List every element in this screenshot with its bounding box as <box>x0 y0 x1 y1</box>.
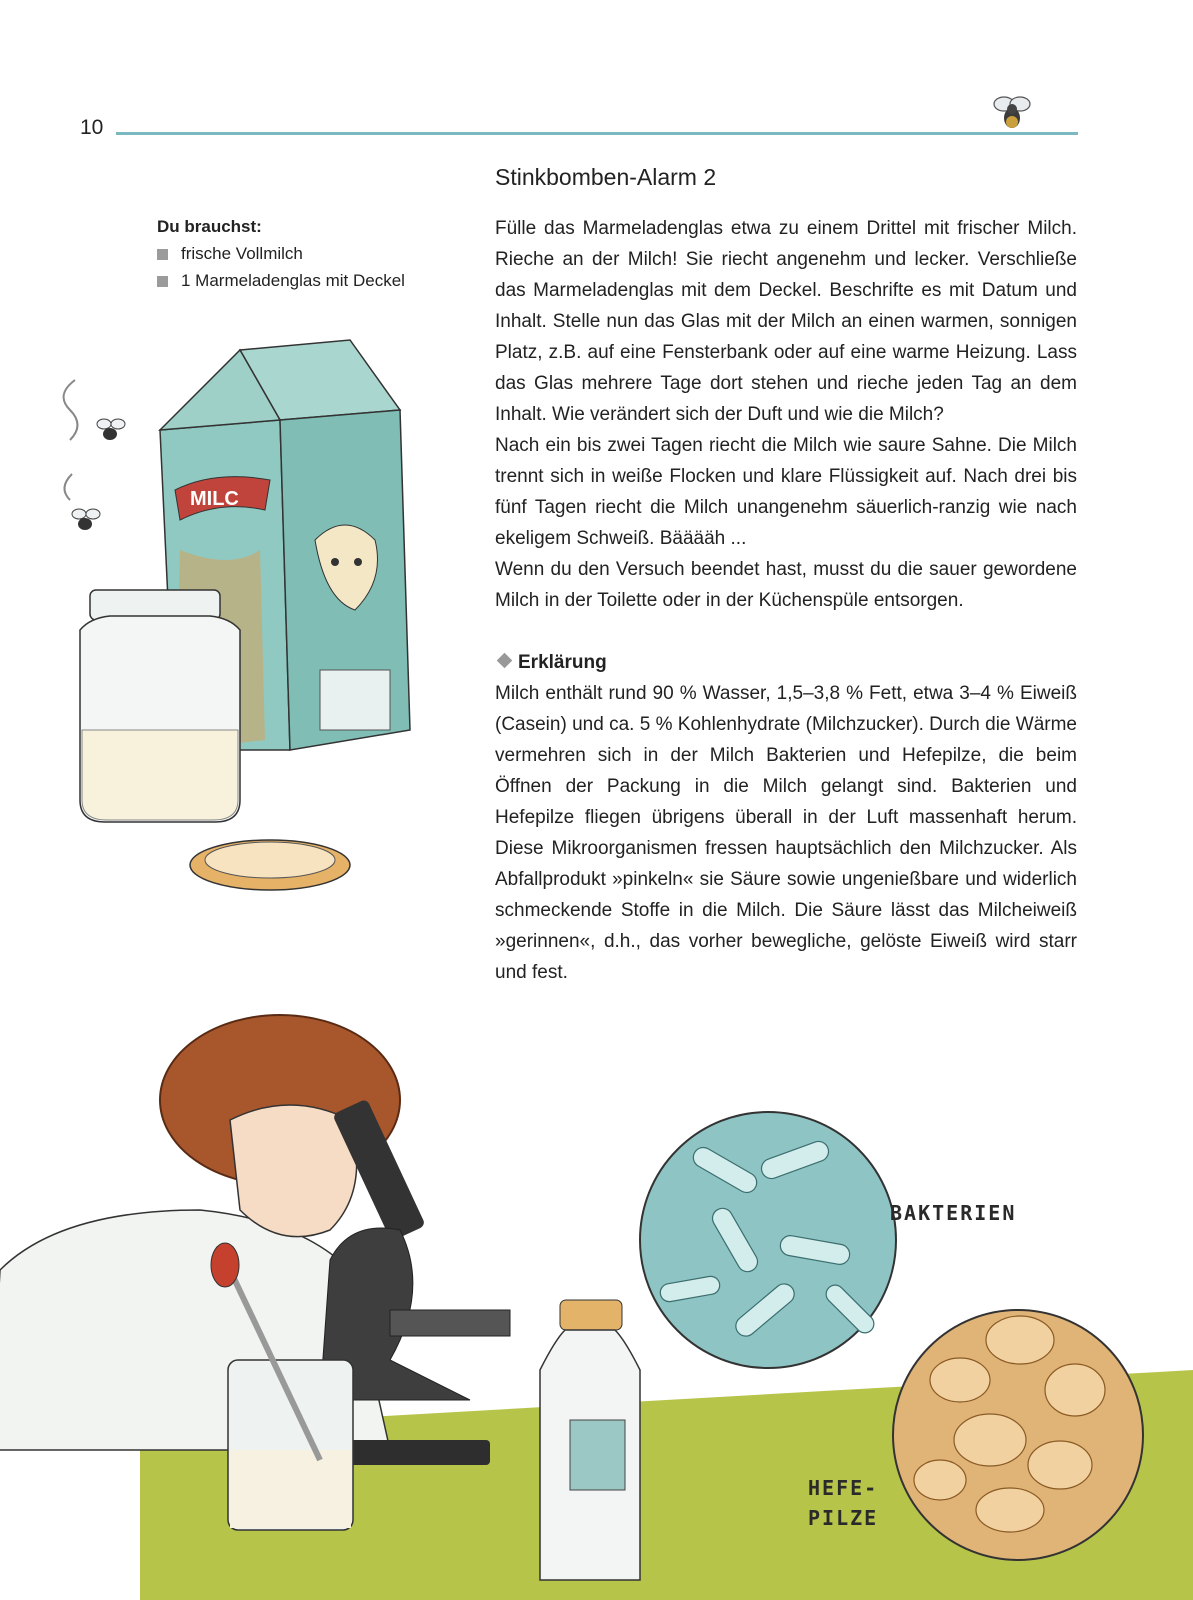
paragraph: Nach ein bis zwei Tagen riecht die Milch wie saure Sahne. Die Milch trennt sich in weiße Flocken und klare Flüssigkeit auf. Nach drei bis fünf Tagen riecht die Milch unangenehm säuerlich-ranzig wie nach ekeligem Schweiß. Bääääh ... <box>495 435 1077 549</box>
yeast-label-line1: HEFE- <box>808 1476 879 1500</box>
article-title: Stinkbomben-Alarm 2 <box>495 164 717 190</box>
square-bullet-icon <box>157 276 168 287</box>
explanation-heading: Erklärung <box>495 647 1077 678</box>
fly-icon <box>990 92 1034 136</box>
milk-bottle <box>540 1300 640 1580</box>
explanation-text: Milch enthält rund 90 % Wasser, 1,5–3,8 % Fett, etwa 3–4 % Eiweiß (Casein) und ca. 5 % Kohlenhydrate (Milchzucker). Durch die Wärme vermehren sich in der Milch Bakterien und Hefepilze, die beim Öffnen der Packung in die Milch gelangt sind. Bakterien und Hefepilze fliegen übrigens überall in der Luft massenhaft herum. Diese Mikroorganismen fressen hauptsächlich den Milchzucker. Als Abfallprodukt »pinkeln« sie Säure sowie ungenießbare und widerlich schmeckende Stoffe in die Milch. Die Säure lässt das Milcheiweiß »gerinnen«, d.h., das vorher bewegliche, gelöste Eiweiß wird starr und fest. <box>495 683 1077 983</box>
fly-icon <box>72 509 100 530</box>
diamond-bullet-icon <box>497 653 513 669</box>
header-rule <box>116 132 1078 135</box>
list-item: 1 Marmeladenglas mit Deckel <box>157 267 467 294</box>
fly-icon <box>97 419 125 440</box>
smell-line-icon <box>64 380 78 440</box>
page-number: 10 <box>80 116 104 139</box>
square-bullet-icon <box>157 249 168 260</box>
list-item: frische Vollmilch <box>157 240 467 267</box>
bacteria-label: BAKTERIEN <box>890 1201 1017 1225</box>
materials-heading: Du brauchst: <box>157 217 262 236</box>
yeast-label-line2: PILZE <box>808 1506 879 1530</box>
carton-label: MILC <box>190 488 239 510</box>
paragraph: Fülle das Marmeladenglas etwa zu einem Drittel mit frischer Milch. Rieche an der Milch! Sie riecht angenehm und lecker. Verschließe das Marmeladenglas mit dem Deckel. Beschrifte es mit Datum und Inhalt. Stelle nun das Glas mit der Milch an einen warmen, sonnigen Platz, z.B. auf eine Fensterbank oder auf eine warme Heizung. Lass das Glas mehrere Tage dort stehen und rieche jeden Tag an dem Inhalt. Wie verändert sich der Duft und wie die Milch? <box>495 218 1077 425</box>
paragraph: Wenn du den Versuch beendet hast, musst du die sauer gewordene Milch in der Toilette oder in der Küchenspüle entsorgen. <box>495 559 1077 611</box>
milk-carton-and-jar-illustration <box>40 330 490 920</box>
article-body <box>495 213 1077 988</box>
microscope-scene-illustration <box>0 1010 1193 1600</box>
jar <box>80 590 240 822</box>
materials-list <box>157 213 467 294</box>
